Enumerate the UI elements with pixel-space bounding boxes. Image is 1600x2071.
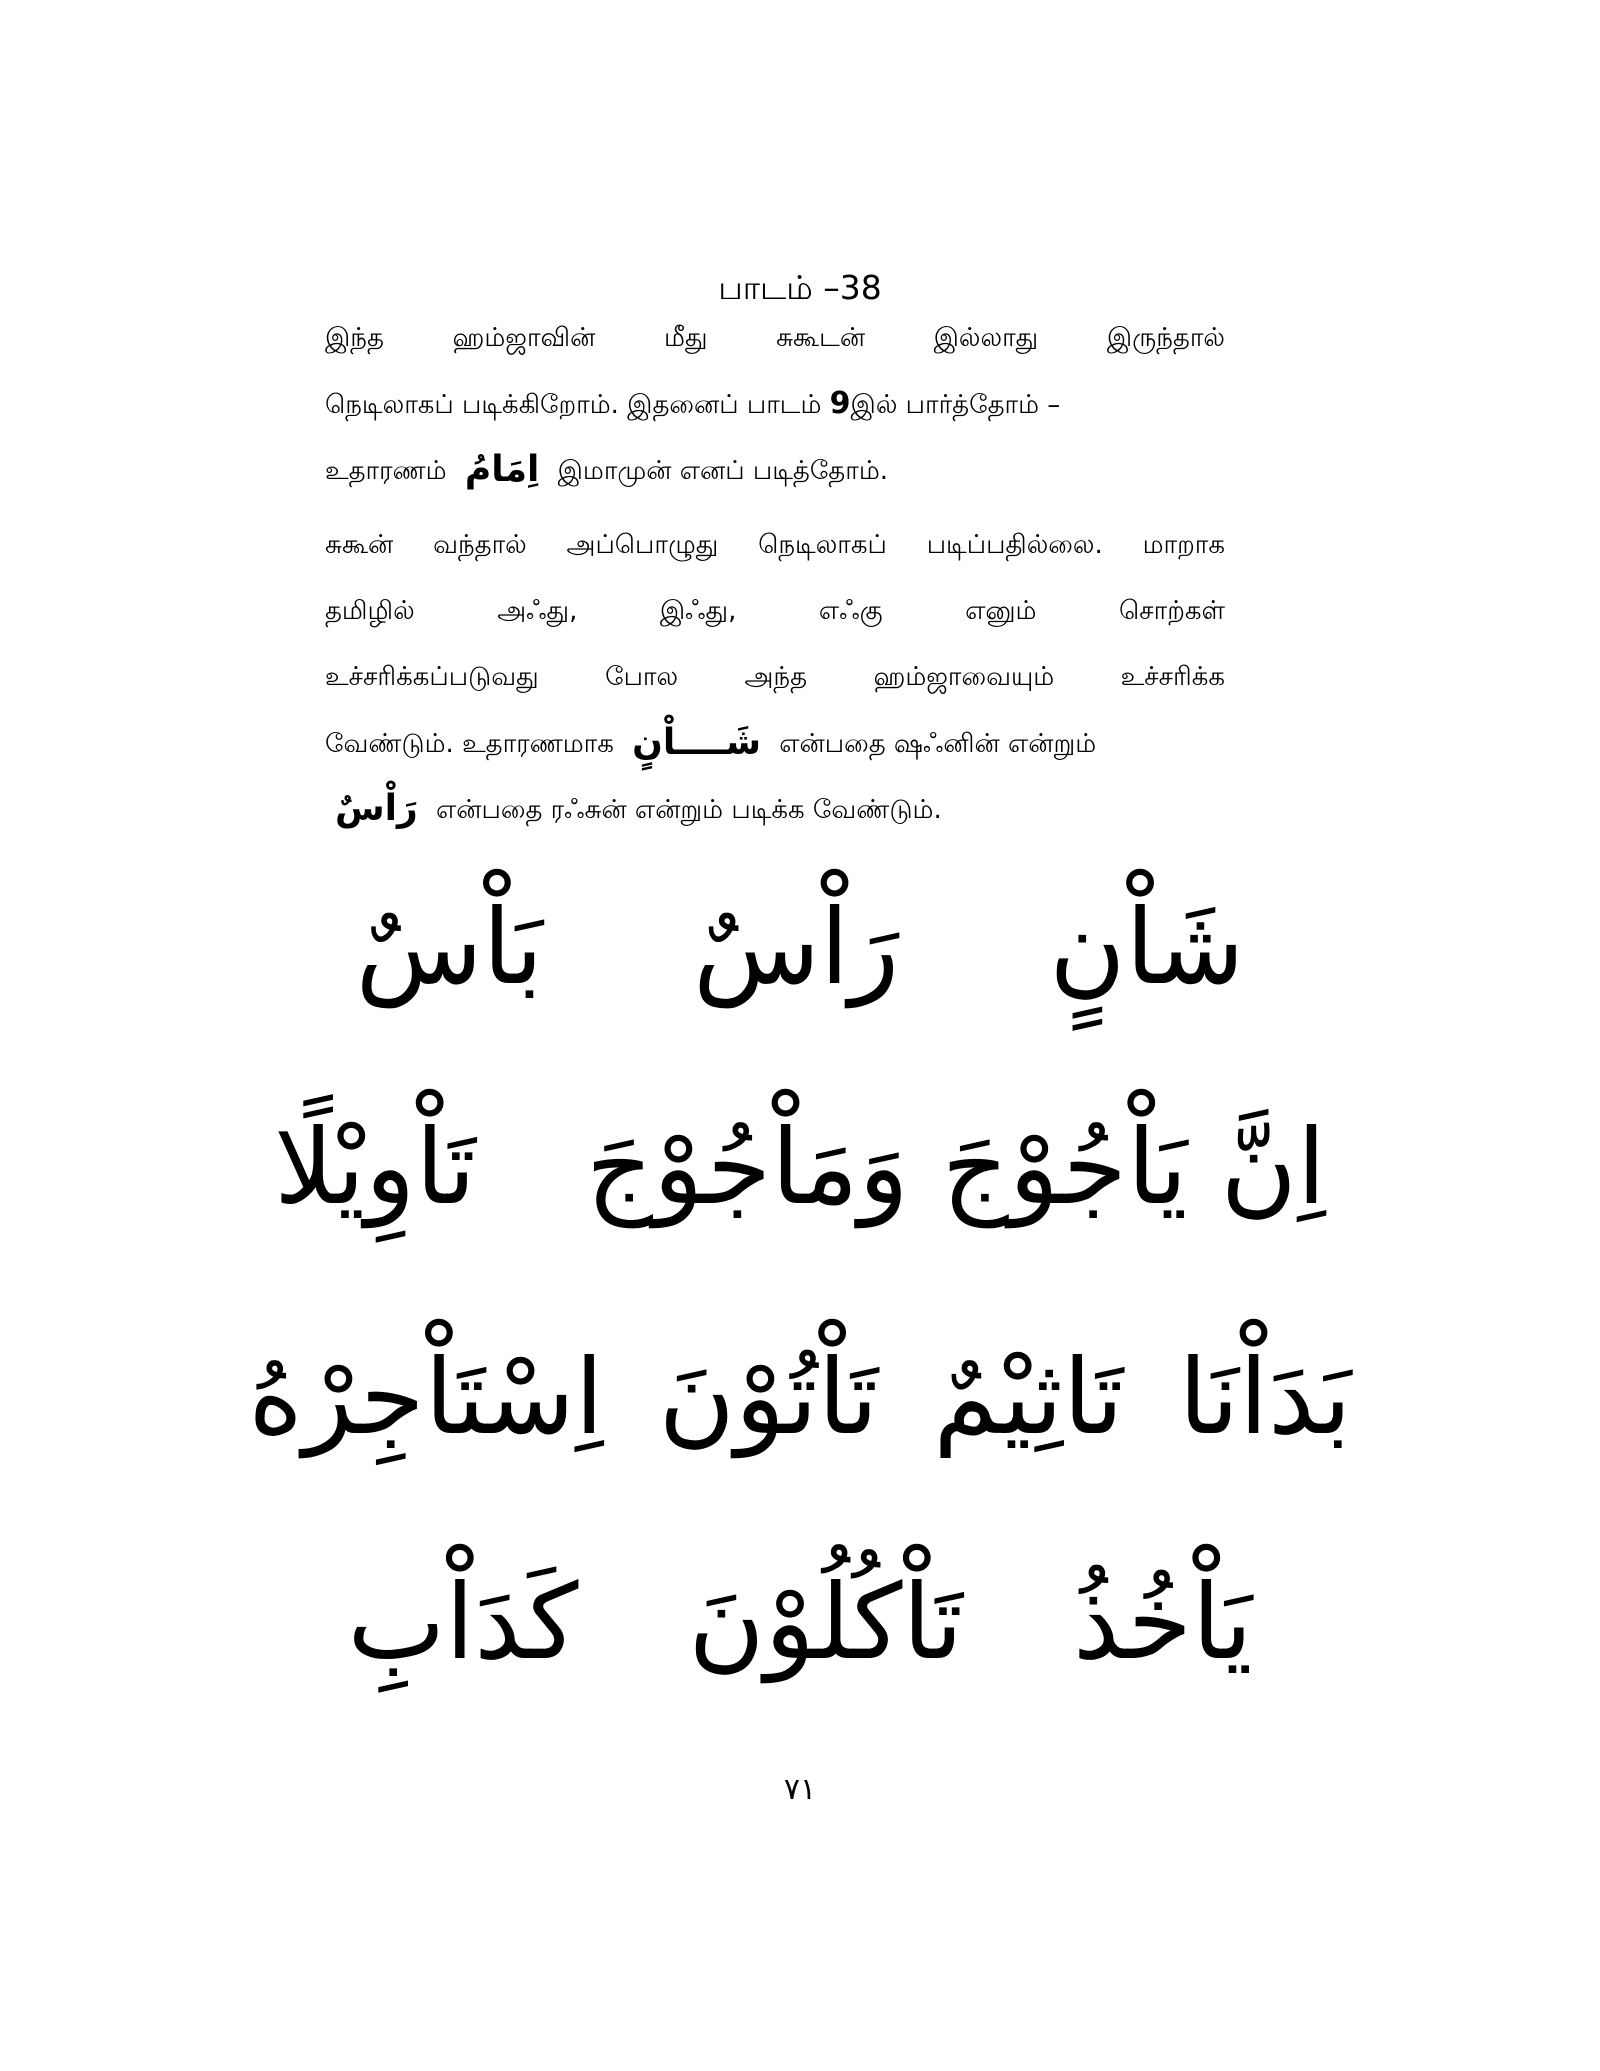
arabic-practice-row-3 [0, 1330, 1600, 1465]
arabic-practice-word: شَاْنٍ [1049, 886, 1245, 1008]
arabic-practice-word: رَاْسٌ [693, 886, 900, 1008]
lesson-reference-number: 9 [829, 386, 851, 421]
paragraph2-line4 [325, 710, 1225, 776]
arabic-practice-word: اِسْتَاْجِرْهُ [248, 1336, 604, 1458]
paragraph1-line1: இந்த ஹம்ஜாவின் மீது சுகூடன் இல்லாது இருந்தால் [325, 323, 1225, 353]
paragraph1-line2 [325, 371, 1225, 437]
arabic-practice-word: بَاْسٌ [355, 886, 544, 1008]
paragraph1-line2-text-before: நெடிலாகப் படிக்கிறோம். இதனைப் பாடம் [325, 390, 830, 420]
paragraph2-line5 [325, 776, 1225, 842]
arabic-practice-word: تَاْوِيْلًا [274, 1106, 476, 1228]
lesson-title: பாடம் –38 [718, 268, 882, 307]
paragraph-hamza-without-sukun [325, 305, 1225, 503]
arabic-practice-word: كَدَاْبِ [347, 1561, 579, 1683]
arabic-practice-word: تَاْتُوْنَ [658, 1336, 879, 1458]
arabic-practice-row-2 [0, 1100, 1600, 1235]
paragraph2-line4-text-after: என்பதை ஷஃனின் என்றும் [770, 729, 1097, 759]
arabic-practice-word: اِنَّ يَاْجُوْجَ وَمَاْجُوْجَ [585, 1106, 1326, 1228]
example-arabic-word-imam: اِمَامُ [464, 449, 540, 490]
paragraph2-line1: சுகூன் வந்தால் அப்பொழுது நெடிலாகப் படிப்பதில்லை. மாறாக [325, 530, 1225, 560]
paragraph-hamza-with-sukun [325, 512, 1225, 842]
paragraph2-line4-text-before: வேண்டும். உதாரணமாக [325, 729, 623, 759]
example-arabic-word-shan: شَــــاْنٍ [632, 722, 761, 763]
example-arabic-word-ras: رَاْسٌ [335, 788, 418, 829]
paragraph2-line5-text-after: என்பதை ரஃசுன் என்றும் படிக்க வேண்டும். [427, 795, 942, 825]
paragraph1-line3-text-after: இமாமுன் எனப் படித்தோம். [549, 456, 889, 486]
arabic-practice-word: تَاْكُلُوْنَ [688, 1561, 964, 1683]
page-number: ٧١ [783, 1772, 817, 1807]
paragraph2-line3: உச்சரிக்கப்படுவது போல அந்த ஹம்ஜாவையும் உச்சரிக்க [325, 662, 1225, 692]
arabic-practice-word: يَاْخُذُ [1073, 1561, 1253, 1683]
paragraph1-line3 [325, 437, 1225, 503]
arabic-practice-row-4 [0, 1555, 1600, 1690]
arabic-practice-word: تَاثِيْمٌ [933, 1336, 1124, 1458]
arabic-practice-word: بَدَاْنَا [1178, 1336, 1352, 1458]
paragraph2-line2: தமிழில் அஃது, இஃது, எஃகு எனும் சொற்கள் [325, 596, 1225, 626]
arabic-practice-row-1 [0, 880, 1600, 1015]
paragraph1-line3-text-before: உதாரணம் [325, 456, 455, 486]
paragraph1-line2-text-after: இல் பார்த்தோம் – [850, 390, 1061, 420]
